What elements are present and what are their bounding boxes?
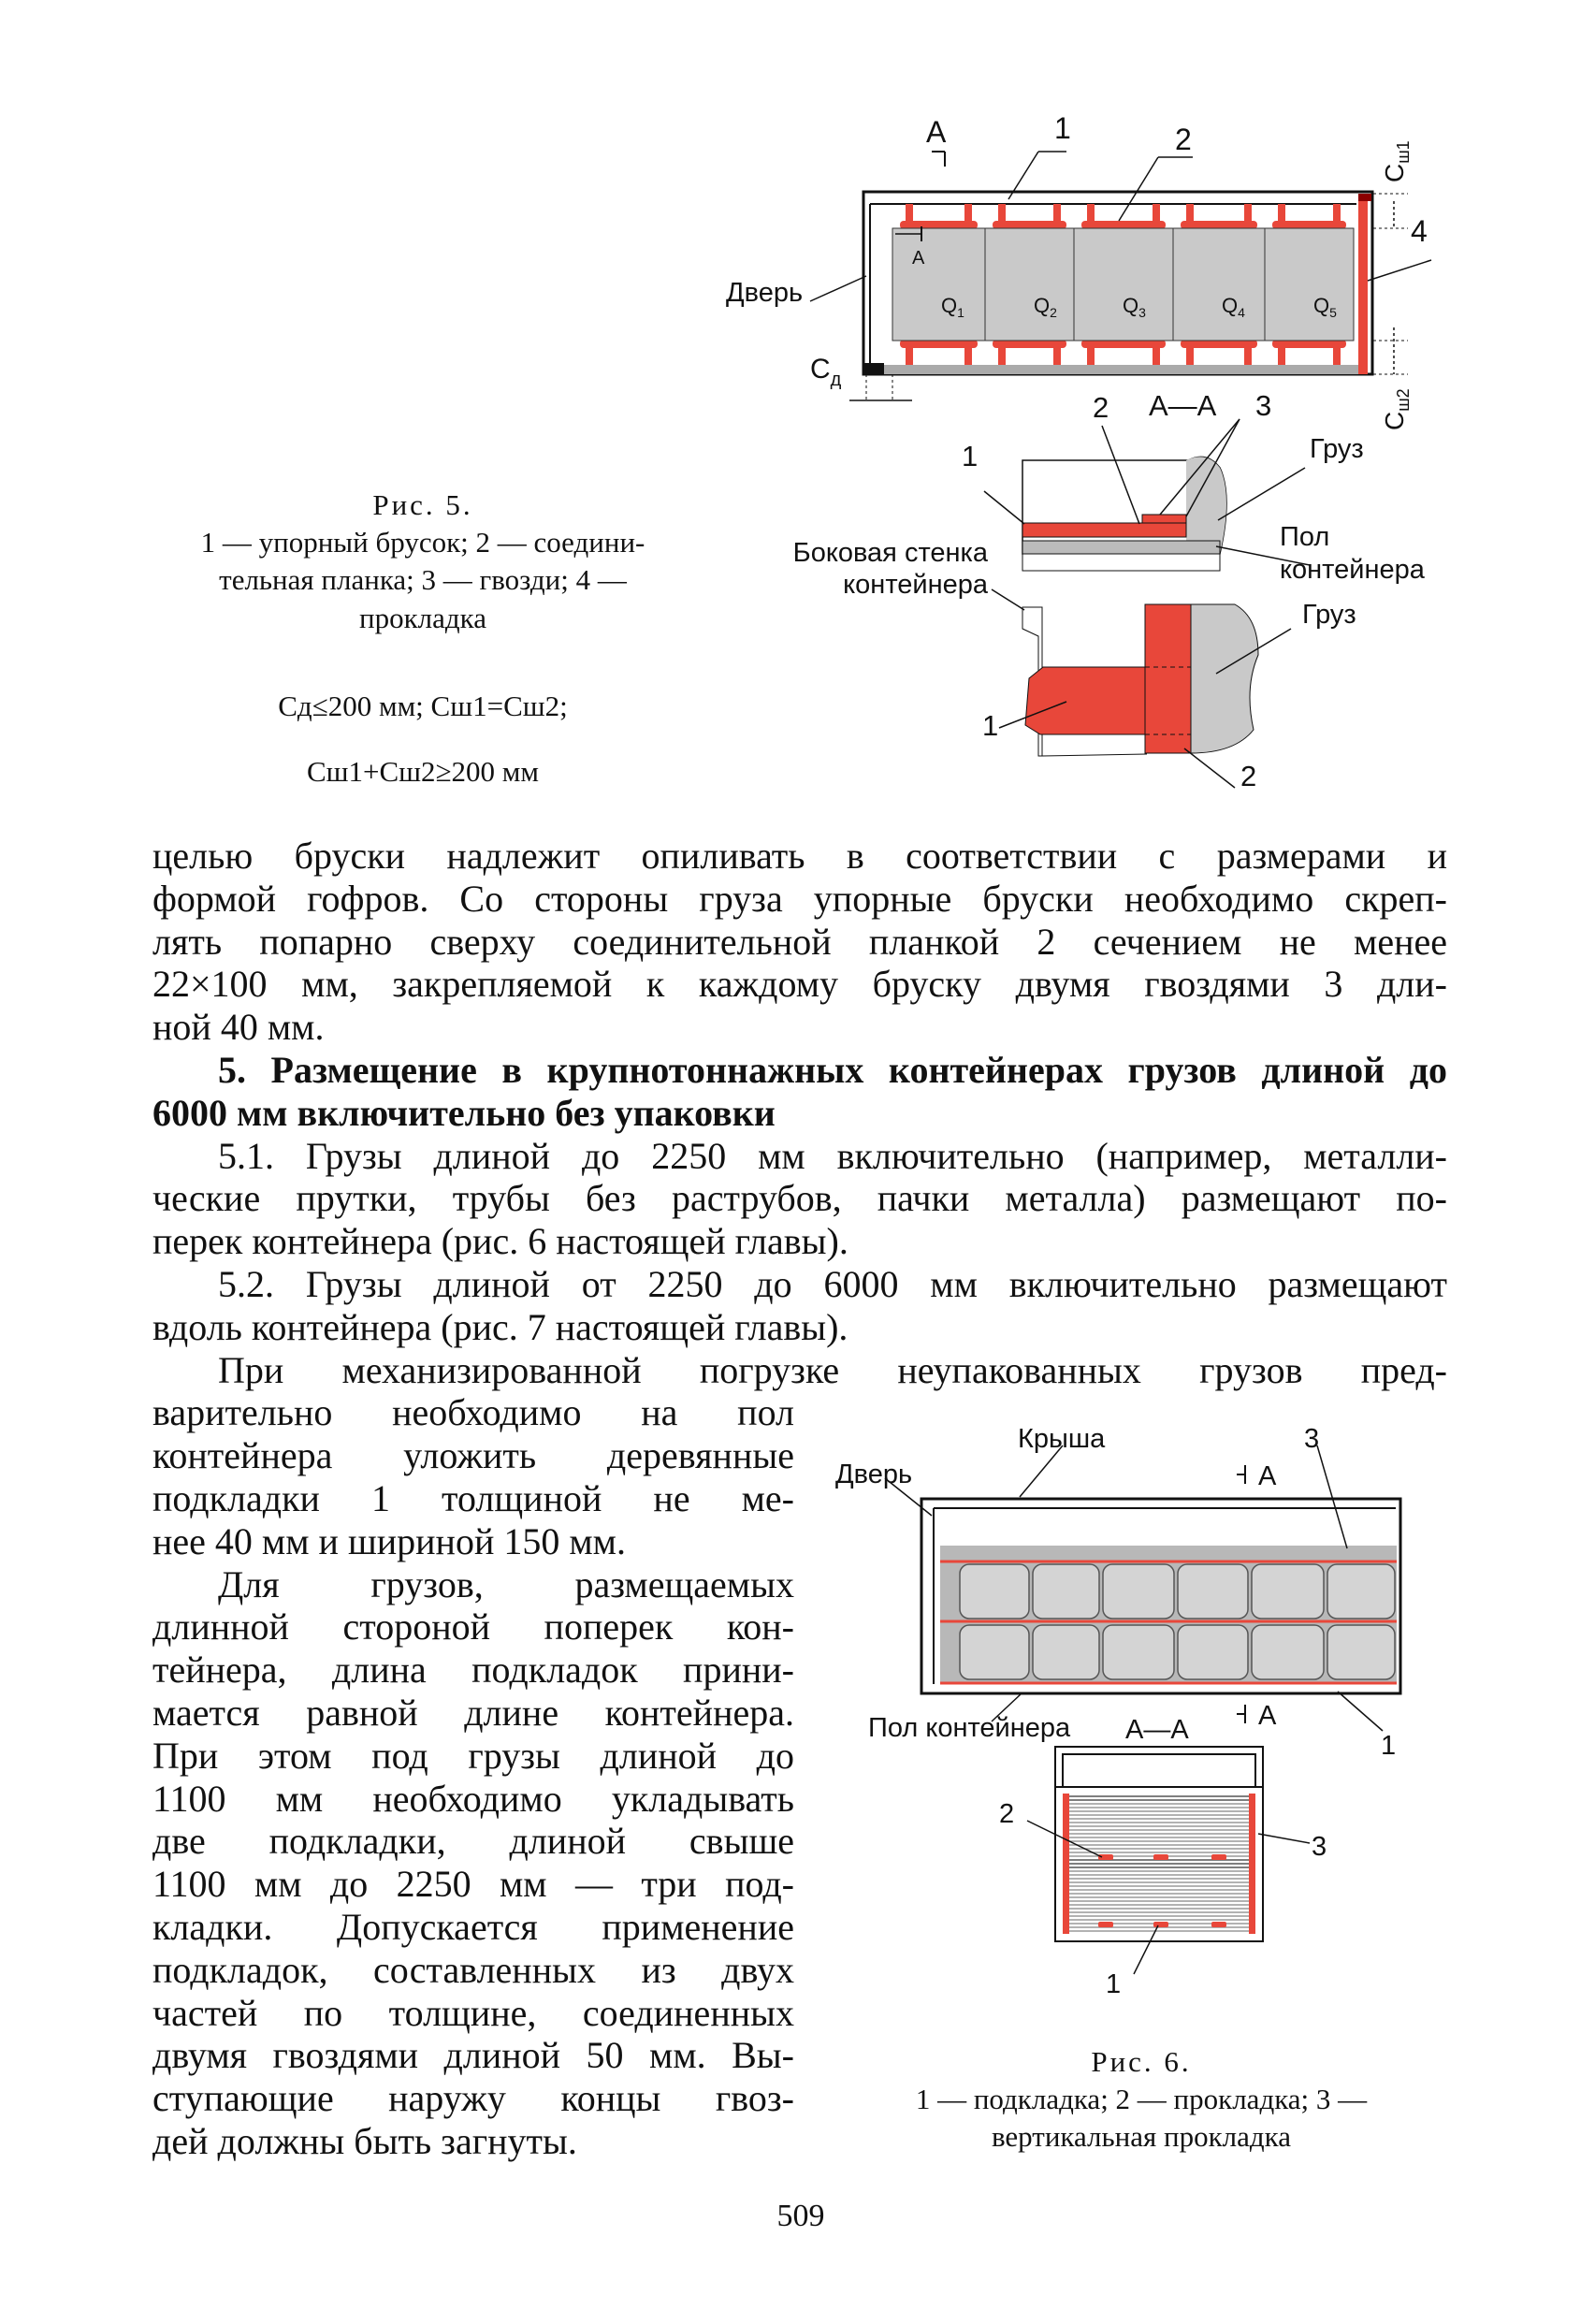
floor-label-fig6: Пол контейнера [868, 1713, 1071, 1743]
door-label: Дверь [726, 278, 804, 308]
section-title: А—А [1149, 389, 1217, 422]
text-line: перек контейнера (рис. 6 настоящей главы). [152, 1220, 848, 1263]
text-line: 22×100 мм, закрепляемой к каждому бруску двумя гвоздями 3 дли- [152, 963, 1447, 1006]
cargo-bundle [1033, 1625, 1099, 1679]
figure-6-plan [835, 1424, 1400, 1761]
figure-5-caption-line: прокладка [358, 602, 486, 634]
figure-5-caption-line: 1 — упорный брусок; 2 — соедини- [200, 526, 645, 559]
cargo-bundle [1178, 1625, 1248, 1679]
formula-2: Сш1+Сш2≥200 мм [306, 755, 540, 788]
text-line: 6000 мм включительно без упаковки [152, 1091, 776, 1134]
spacer-dash [1211, 1922, 1226, 1927]
section-callout-3: 3 [1255, 389, 1272, 422]
section-mark-bottom: А [1258, 1701, 1277, 1731]
text-line: частей по толщине, соединенных [152, 1991, 794, 2034]
stop-bar [906, 346, 913, 365]
floor-label-2: контейнера [1280, 555, 1425, 585]
stop-bar [1153, 204, 1160, 223]
text-line: 1100 мм до 2250 мм — три под- [152, 1863, 794, 1906]
detail-callout-2: 2 [1240, 760, 1257, 792]
c-sh1-label: $С_{ш1}$ [1380, 140, 1413, 182]
text-line: вдоль контейнера (рис. 7 настоящей главы). [152, 1305, 848, 1348]
cargo-q-label: $Q_2$ [1034, 294, 1057, 320]
text-line: подкладки 1 толщиной не ме- [152, 1477, 794, 1519]
spacer-dash [1211, 1854, 1226, 1860]
cargo-q-label: $Q_1$ [941, 294, 964, 320]
stop-bar [1153, 346, 1160, 365]
spacer-dash [1153, 1854, 1168, 1860]
cargo-q-label: $Q_4$ [1222, 294, 1245, 320]
text-line: подкладок, составленных из двух [152, 1948, 794, 1991]
stop-bar [1333, 346, 1341, 365]
cargo-bundle [1252, 1625, 1324, 1679]
callout-1: 1 [1054, 111, 1071, 145]
cargo-bundle [1103, 1564, 1174, 1619]
figure-6-section [999, 1747, 1327, 1999]
text-line: целью бруски надлежит опиливать в соответствии с размерами и [152, 835, 1447, 877]
side-wall-label-2: контейнера [843, 570, 988, 600]
cargo-label-2: Груз [1302, 600, 1356, 630]
stop-bar [1087, 204, 1095, 223]
callout-1-fig6: 1 [1381, 1731, 1397, 1761]
side-wall-label-1: Боковая стенка [792, 538, 988, 568]
stop-bar [1244, 346, 1252, 365]
text-line: Для грузов, размещаемых [218, 1562, 794, 1605]
stop-bar [1244, 204, 1252, 223]
stop-bar [998, 346, 1006, 365]
figure-5-section [793, 389, 1426, 792]
text-line: 5.1. Грузы длиной до 2250 мм включительно (например, металли- [218, 1134, 1447, 1177]
figure-6-caption-line: вертикальная прокладка [991, 2120, 1292, 2153]
text-line: ступающие наружу концы гвоз- [152, 2077, 794, 2120]
text-line: ческие прутки, трубы без раструбов, пачки металла) размещают по- [152, 1177, 1447, 1220]
formula-1: Сд≤200 мм; Сш1=Сш2; [278, 690, 568, 722]
stop-bar [906, 204, 913, 223]
section-callout-1: 1 [962, 440, 979, 472]
section-callout-2: 2 [1093, 391, 1109, 424]
text-line: 5.2. Грузы длиной от 2250 до 6000 мм включительно размещают [218, 1263, 1447, 1305]
cargo-bundle [1327, 1625, 1395, 1679]
figure-5-title: Рис. 5. [372, 488, 473, 521]
text-line: кладки. Допускается применение [152, 1906, 794, 1948]
section-mark-top: А [1258, 1461, 1277, 1491]
figure-6-caption-line: 1 — подкладка; 2 — прокладка; 3 — [915, 2083, 1368, 2115]
text-line: тейнера, длина подкладок прини- [152, 1649, 794, 1692]
section-callout-3-fig6: 3 [1312, 1832, 1327, 1862]
text-line: формой гофров. Со стороны груза упорные бруски необходимо скреп- [152, 877, 1447, 920]
cargo-bundle [960, 1625, 1029, 1679]
roof-label: Крыша [1018, 1424, 1106, 1454]
stop-bar [1333, 204, 1341, 223]
text-line: 1100 мм необходимо укладывать [152, 1777, 794, 1820]
cargo-bundle [1103, 1625, 1174, 1679]
pad-4 [1358, 194, 1368, 374]
cargo-block [1074, 228, 1173, 341]
cargo-bundle [1178, 1564, 1248, 1619]
stop-bar [1278, 204, 1285, 223]
cargo-bundle [960, 1564, 1029, 1619]
text-line: двумя гвоздями длиной 50 мм. Вы- [152, 2034, 794, 2077]
callout-3-fig6: 3 [1304, 1424, 1320, 1454]
stop-bar [998, 204, 1006, 223]
c-d-label: $С_д$ [810, 354, 842, 390]
text-line: дей должны быть загнуты. [152, 2120, 577, 2162]
c-sh2-label: $С_{ш2}$ [1380, 388, 1413, 430]
cargo-block [1265, 228, 1354, 341]
text-line: При этом под грузы длиной до [152, 1734, 794, 1777]
figure-6-title: Рис. 6. [1091, 2045, 1192, 2078]
stop-bar [1053, 204, 1061, 223]
spacer-dash [1153, 1922, 1168, 1927]
cargo-block [985, 228, 1074, 341]
stop-bar [1053, 346, 1061, 365]
cargo-bundle [1252, 1564, 1324, 1619]
floor-label-1: Пол [1280, 522, 1330, 552]
text-line: лять попарно сверху соединительной планкой 2 сечением не менее [152, 920, 1447, 963]
section-title-fig6: А—А [1125, 1715, 1189, 1745]
callout-2: 2 [1175, 123, 1192, 156]
cargo-block [892, 228, 985, 341]
detail-callout-1: 1 [982, 709, 999, 742]
stop-bar [1087, 346, 1095, 365]
stop-bar [1186, 204, 1194, 223]
text-line: 5. Размещение в крупнотоннажных контейнерах грузов длиной до [218, 1049, 1447, 1091]
inner-section-mark: А [912, 248, 925, 269]
figure-5-caption-line: тельная планка; 3 — гвозди; 4 — [219, 563, 627, 596]
text-line: контейнера уложить деревянные [152, 1434, 794, 1477]
stop-bar [964, 346, 972, 365]
door-label-fig6: Дверь [835, 1460, 913, 1489]
section-mark-label: А [926, 115, 947, 149]
text-line: варительно необходимо на пол [152, 1391, 794, 1434]
stop-bar [1278, 346, 1285, 365]
cargo-bundle [1327, 1564, 1395, 1619]
stop-bar [1186, 346, 1194, 365]
text-line: При механизированной погрузке неупакованных грузов пред- [218, 1348, 1447, 1391]
callout-4: 4 [1411, 214, 1428, 248]
section-callout-1-fig6: 1 [1106, 1969, 1122, 1999]
text-line: длинной стороной поперек кон- [152, 1605, 794, 1649]
text-line: две подкладки, длиной свыше [152, 1820, 794, 1863]
cargo-q-label: $Q_5$ [1313, 294, 1337, 320]
text-line: мается равной длине контейнера. [152, 1692, 794, 1734]
cargo-label: Груз [1310, 434, 1364, 464]
cargo-bundle [1033, 1564, 1099, 1619]
figure-5-plan [726, 111, 1431, 430]
cargo-q-label: $Q_3$ [1123, 294, 1146, 320]
text-line: ной 40 мм. [152, 1006, 325, 1049]
text-line: нее 40 мм и шириной 150 мм. [152, 1519, 626, 1562]
cargo-block [1173, 228, 1265, 341]
page-number: 509 [776, 2199, 825, 2233]
section-callout-2-fig6: 2 [999, 1799, 1015, 1829]
spacer-dash [1098, 1922, 1113, 1927]
stop-bar [964, 204, 972, 223]
